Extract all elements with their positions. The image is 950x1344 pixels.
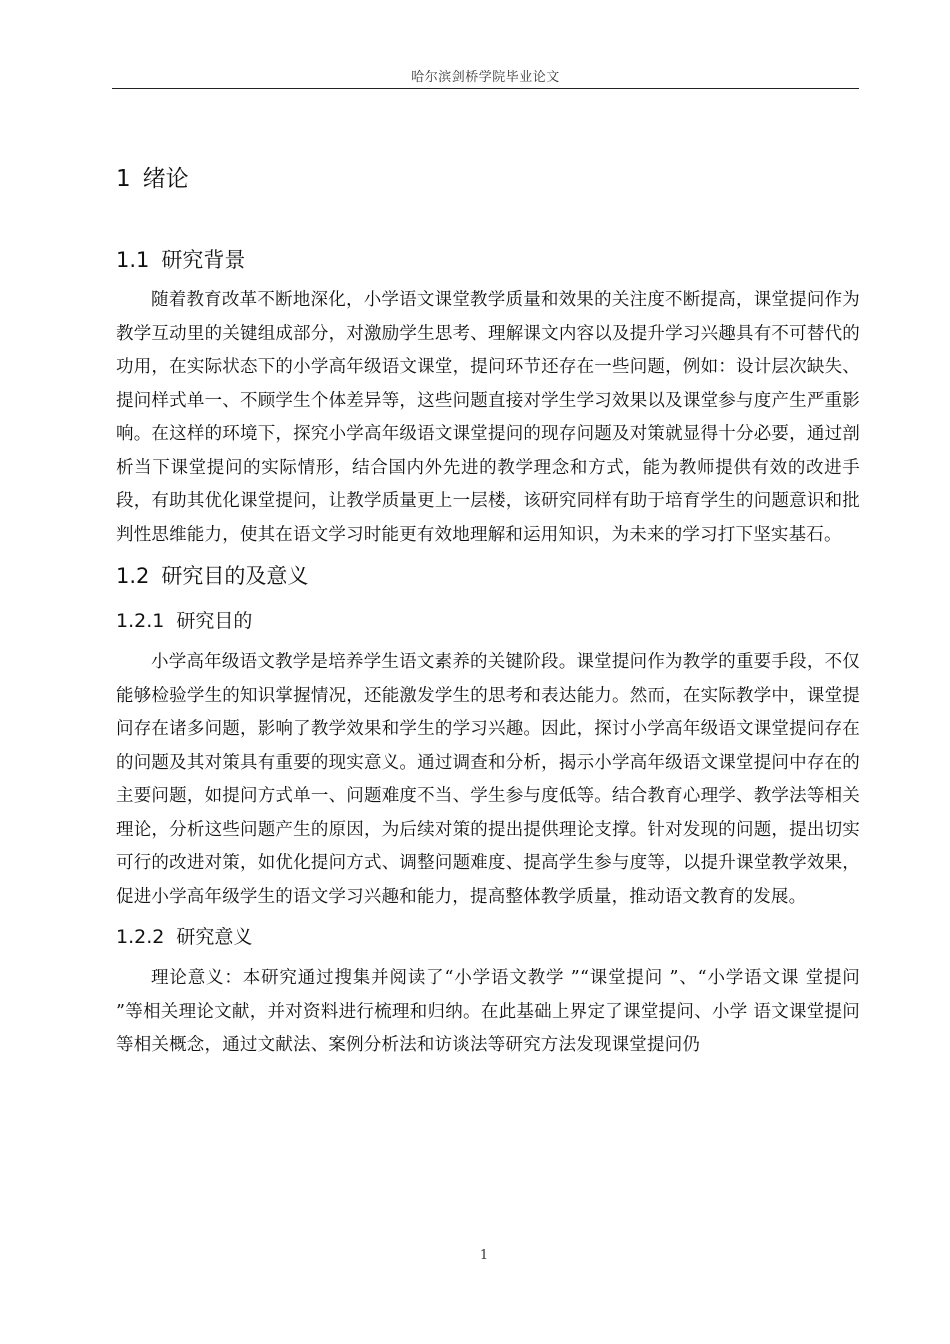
- section-heading-1-1: [116, 242, 860, 278]
- section-title: 研究目的及意义: [161, 564, 309, 588]
- section-title: 研究背景: [161, 248, 246, 272]
- document-body: [116, 160, 860, 1063]
- subsection-number: 1.2.2: [116, 926, 165, 948]
- paragraph-research-significance: 理论意义：本研究通过搜集并阅读了“小学语文教学 ”“课堂提问 ”、“小学语文课 堂提问 ”等相关理论文献，并对资料进行梳理和归纳。在此基础上界定了课堂提问、小学 语文课堂提问等相关概念，通过文献法、案例分析法和访谈法等研究方法发现课堂提问仍: [116, 968, 860, 1055]
- paragraph-research-background: 随着教育改革不断地深化，小学语文课堂教学质量和效果的关注度不断提高，课堂提问作为教学互动里的关键组成部分，对激励学生思考、理解课文内容以及提升学习兴趣具有不可替代的功用，在实际状态下的小学高年级语文课堂，提问环节还存在一些问题，例如：设计层次缺失、提问样式单一、不顾学生个体差异等，这些问题直接对学生学习效果以及课堂参与度产生严重影响。在这样的环境下，探究小学高年级语文课堂提问的现存问题及对策就显得十分必要，通过剖析当下课堂提问的实际情形，结合国内外先进的教学理念和方式，能为教师提供有效的改进手段，有助其优化课堂提问，让教学质量更上一层楼，该研究同样有助于培育学生的问题意识和批判性思维能力，使其在语文学习时能更有效地理解和运用知识，为未来的学习打下坚实基石。: [116, 290, 860, 545]
- section-number: 1.2: [116, 564, 150, 588]
- subsection-number: 1.2.1: [116, 610, 165, 632]
- section-number: 1.1: [116, 248, 150, 272]
- section-heading-1-2: [116, 558, 860, 594]
- running-header: 哈尔滨剑桥学院毕业论文: [411, 70, 560, 85]
- subsection-heading-1-2-1: [116, 604, 860, 638]
- subsection-title: 研究目的: [176, 610, 253, 632]
- subsection-heading-1-2-2: [116, 920, 860, 954]
- chapter-number: 1: [116, 166, 131, 192]
- subsection-title: 研究意义: [176, 926, 253, 948]
- chapter-title: 绪论: [142, 166, 189, 192]
- paragraph-research-purpose: 小学高年级语文教学是培养学生语文素养的关键阶段。课堂提问作为教学的重要手段，不仅能够检验学生的知识掌握情况，还能激发学生的思考和表达能力。然而，在实际教学中，课堂提问存在诸多问题，影响了教学效果和学生的学习兴趣。因此，探讨小学高年级语文课堂提问存在的问题及其对策具有重要的现实意义。通过调查和分析，揭示小学高年级语文课堂提问中存在的主要问题，如提问方式单一、问题难度不当、学生参与度低等。结合教育心理学、教学法等相关理论，分析这些问题产生的原因，为后续对策的提出提供理论支撑。针对发现的问题，提出切实可行的改进对策，如优化提问方式、调整问题难度、提高学生参与度等，以提升课堂教学效果，促进小学高年级学生的语文学习兴趣和能力，提高整体教学质量，推动语文教育的发展。: [116, 652, 860, 907]
- chapter-heading: [116, 160, 860, 198]
- header-divider: [112, 88, 859, 89]
- page-number: 1: [479, 1248, 489, 1263]
